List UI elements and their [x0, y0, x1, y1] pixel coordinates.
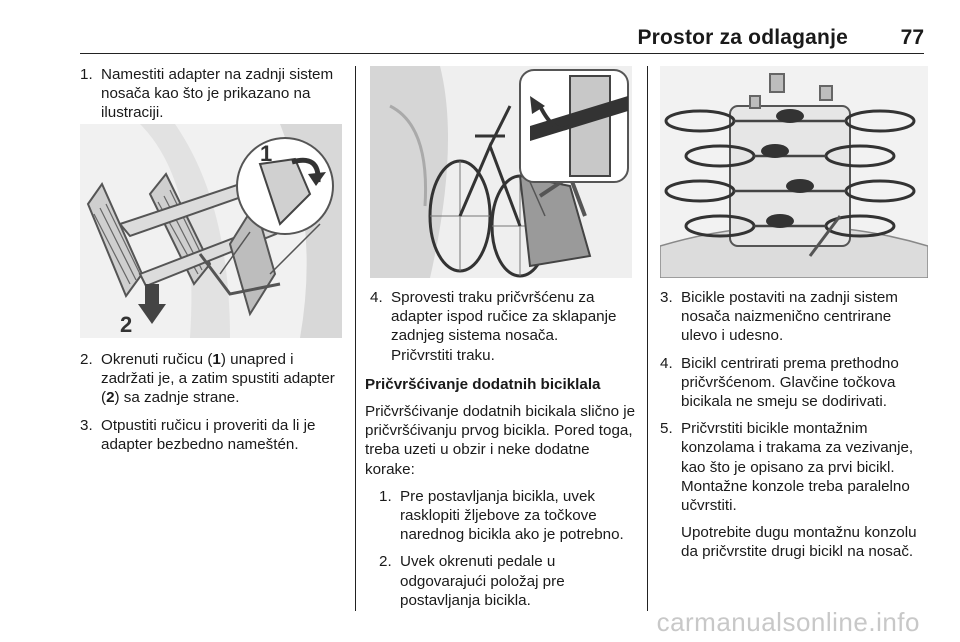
column-3 — [660, 288, 928, 562]
instruction-step-3: 3. Otpustiti ručicu i proveriti da li je adapter bezbedno nameštén. — [80, 416, 316, 453]
column-divider-1 — [355, 66, 356, 611]
illustration-adapter-mounting — [80, 124, 342, 338]
instruction-step-5: 5. Pričvrstiti bicikle montažnim konzolama i trakama za vezivanje, kao što je opisano za prvi bicikl. Montažne konzole treba paralelno učvrstiti. — [660, 420, 914, 515]
instruction-step-4b: 4. Bicikl centrirati prema prethodno pričvršćenom. Glavčine točkova bicikala ne smeju se dodirivati. — [660, 354, 899, 411]
instruction-step-1: 1. Namestiti adapter na zadnji sistem nosača kao što je prikazano na ilustraciji. — [80, 66, 334, 122]
sub-step-1: 1. Pre postavljanja bicikla, uvek rasklopiti žljebove za točkove narednog bicikla ako je potrebno. — [379, 487, 624, 544]
column-2 — [365, 288, 638, 618]
page-title: Prostor za odlaganje — [637, 26, 848, 49]
note-text: Upotrebite dugu montažnu konzolu da pričvrstite drugi bicikl na nosač. — [681, 524, 917, 561]
sub-step-2: 2. Uvek okrenuti pedale u odgovarajući položaj pre postavljanja bicikla. — [379, 553, 565, 609]
instruction-step-2: 2. Okrenuti ručicu (1) unapred i zadržati je, a zatim spustiti adapter (2) sa zadnje strane. — [80, 351, 335, 407]
column-1-continued — [80, 350, 342, 462]
page-number: 77 — [900, 26, 924, 49]
section-body: Pričvršćivanje dodatnih bicikala slično je pričvršćivanju prvog bicikla. Pored toga, treba uzeti u obzir i neke dodatne korake: — [365, 403, 636, 478]
watermark: carmanualsonline.info — [656, 607, 920, 637]
section-heading: Pričvršćivanje dodatnih biciklala — [365, 375, 601, 393]
instruction-step-4: 4. Sprovesti traku pričvršćenu za adapter ispod ručice za sklapanje zadnjeg sistema nosača. Pričvrstiti traku. — [370, 289, 617, 364]
figure-label-2: 2 — [120, 312, 133, 337]
illustration-bicycle-on-carrier — [370, 66, 632, 278]
instruction-step-3b: 3. Bicikle postaviti na zadnji sistem nosača naizmenično centrirane ulevo i udesno. — [660, 289, 898, 345]
illustration-bicycles-top-view — [660, 66, 928, 278]
figure-label-1: 1 — [260, 141, 273, 166]
header-divider — [80, 53, 924, 54]
column-divider-2 — [647, 66, 648, 611]
column-1 — [80, 65, 342, 131]
